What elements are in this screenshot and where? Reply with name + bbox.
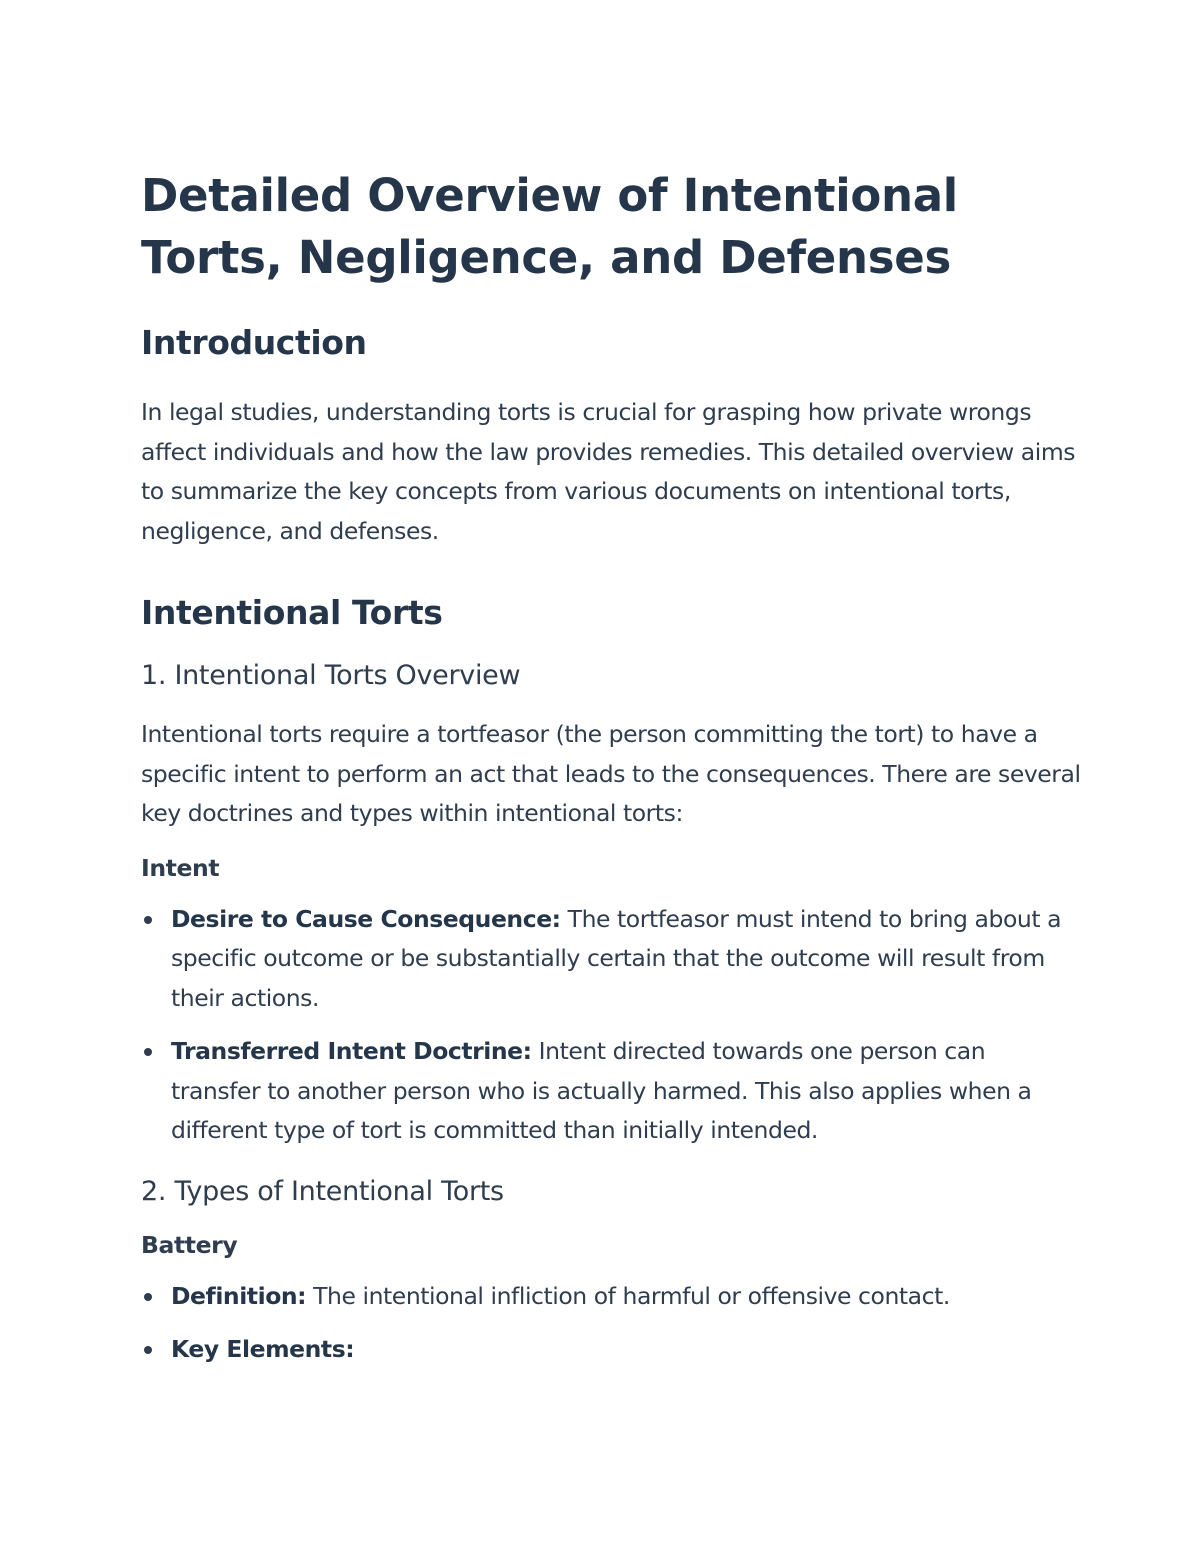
list-item-term: Desire to Cause Consequence: <box>171 904 561 933</box>
intent-heading: Intent <box>141 853 220 882</box>
section-heading-intentional-torts: Intentional Torts <box>141 593 443 632</box>
bullet-icon <box>144 916 152 924</box>
document-page <box>141 165 1081 1370</box>
battery-list <box>141 1277 1081 1370</box>
list-item-text: The tortfeasor must intend to bring about a specific outcome or be substantially certain that the outcome will result from their actions. <box>171 904 1062 1012</box>
overview-paragraph: Intentional torts require a tortfeasor (the person committing the tort) to have a specific intent to perform an act that leads to the consequences. There are several key doctrines and types within intentional torts: <box>141 720 1081 827</box>
list-item-text: The intentional infliction of harmful or offensive contact. <box>306 1281 950 1310</box>
section-heading-introduction: Introduction <box>141 323 367 362</box>
list-item-term: Transferred Intent Doctrine: <box>171 1037 532 1065</box>
list-item-term: Key Elements: <box>171 1335 355 1363</box>
bullet-icon <box>144 1346 152 1354</box>
introduction-paragraph: In legal studies, understanding torts is crucial for grasping how private wrongs affect individuals and how the law provides remedies. This detailed overview aims to summarize the key concepts from various documents on intentional torts, negligence, and defenses. <box>141 398 1076 545</box>
document-title: Detailed Overview of Intentional Torts, Negligence, and Defenses <box>141 169 958 284</box>
subsection-heading-types: 2. Types of Intentional Torts <box>141 1175 504 1207</box>
subsection-heading-overview: 1. Intentional Torts Overview <box>141 660 521 691</box>
list-item <box>141 900 1081 1019</box>
battery-heading: Battery <box>141 1230 238 1259</box>
intent-list <box>141 900 1081 1151</box>
list-item-text: Intent directed towards one person can transfer to another person who is actually harmed. This also applies when a different type of tort is committed than initially intended. <box>171 1037 1032 1144</box>
bullet-icon <box>144 1293 152 1301</box>
list-item-term: Definition: <box>171 1281 307 1310</box>
bullet-icon <box>144 1048 152 1056</box>
list-item <box>141 1330 1081 1370</box>
list-item <box>141 1032 1081 1151</box>
list-item <box>141 1277 1081 1317</box>
